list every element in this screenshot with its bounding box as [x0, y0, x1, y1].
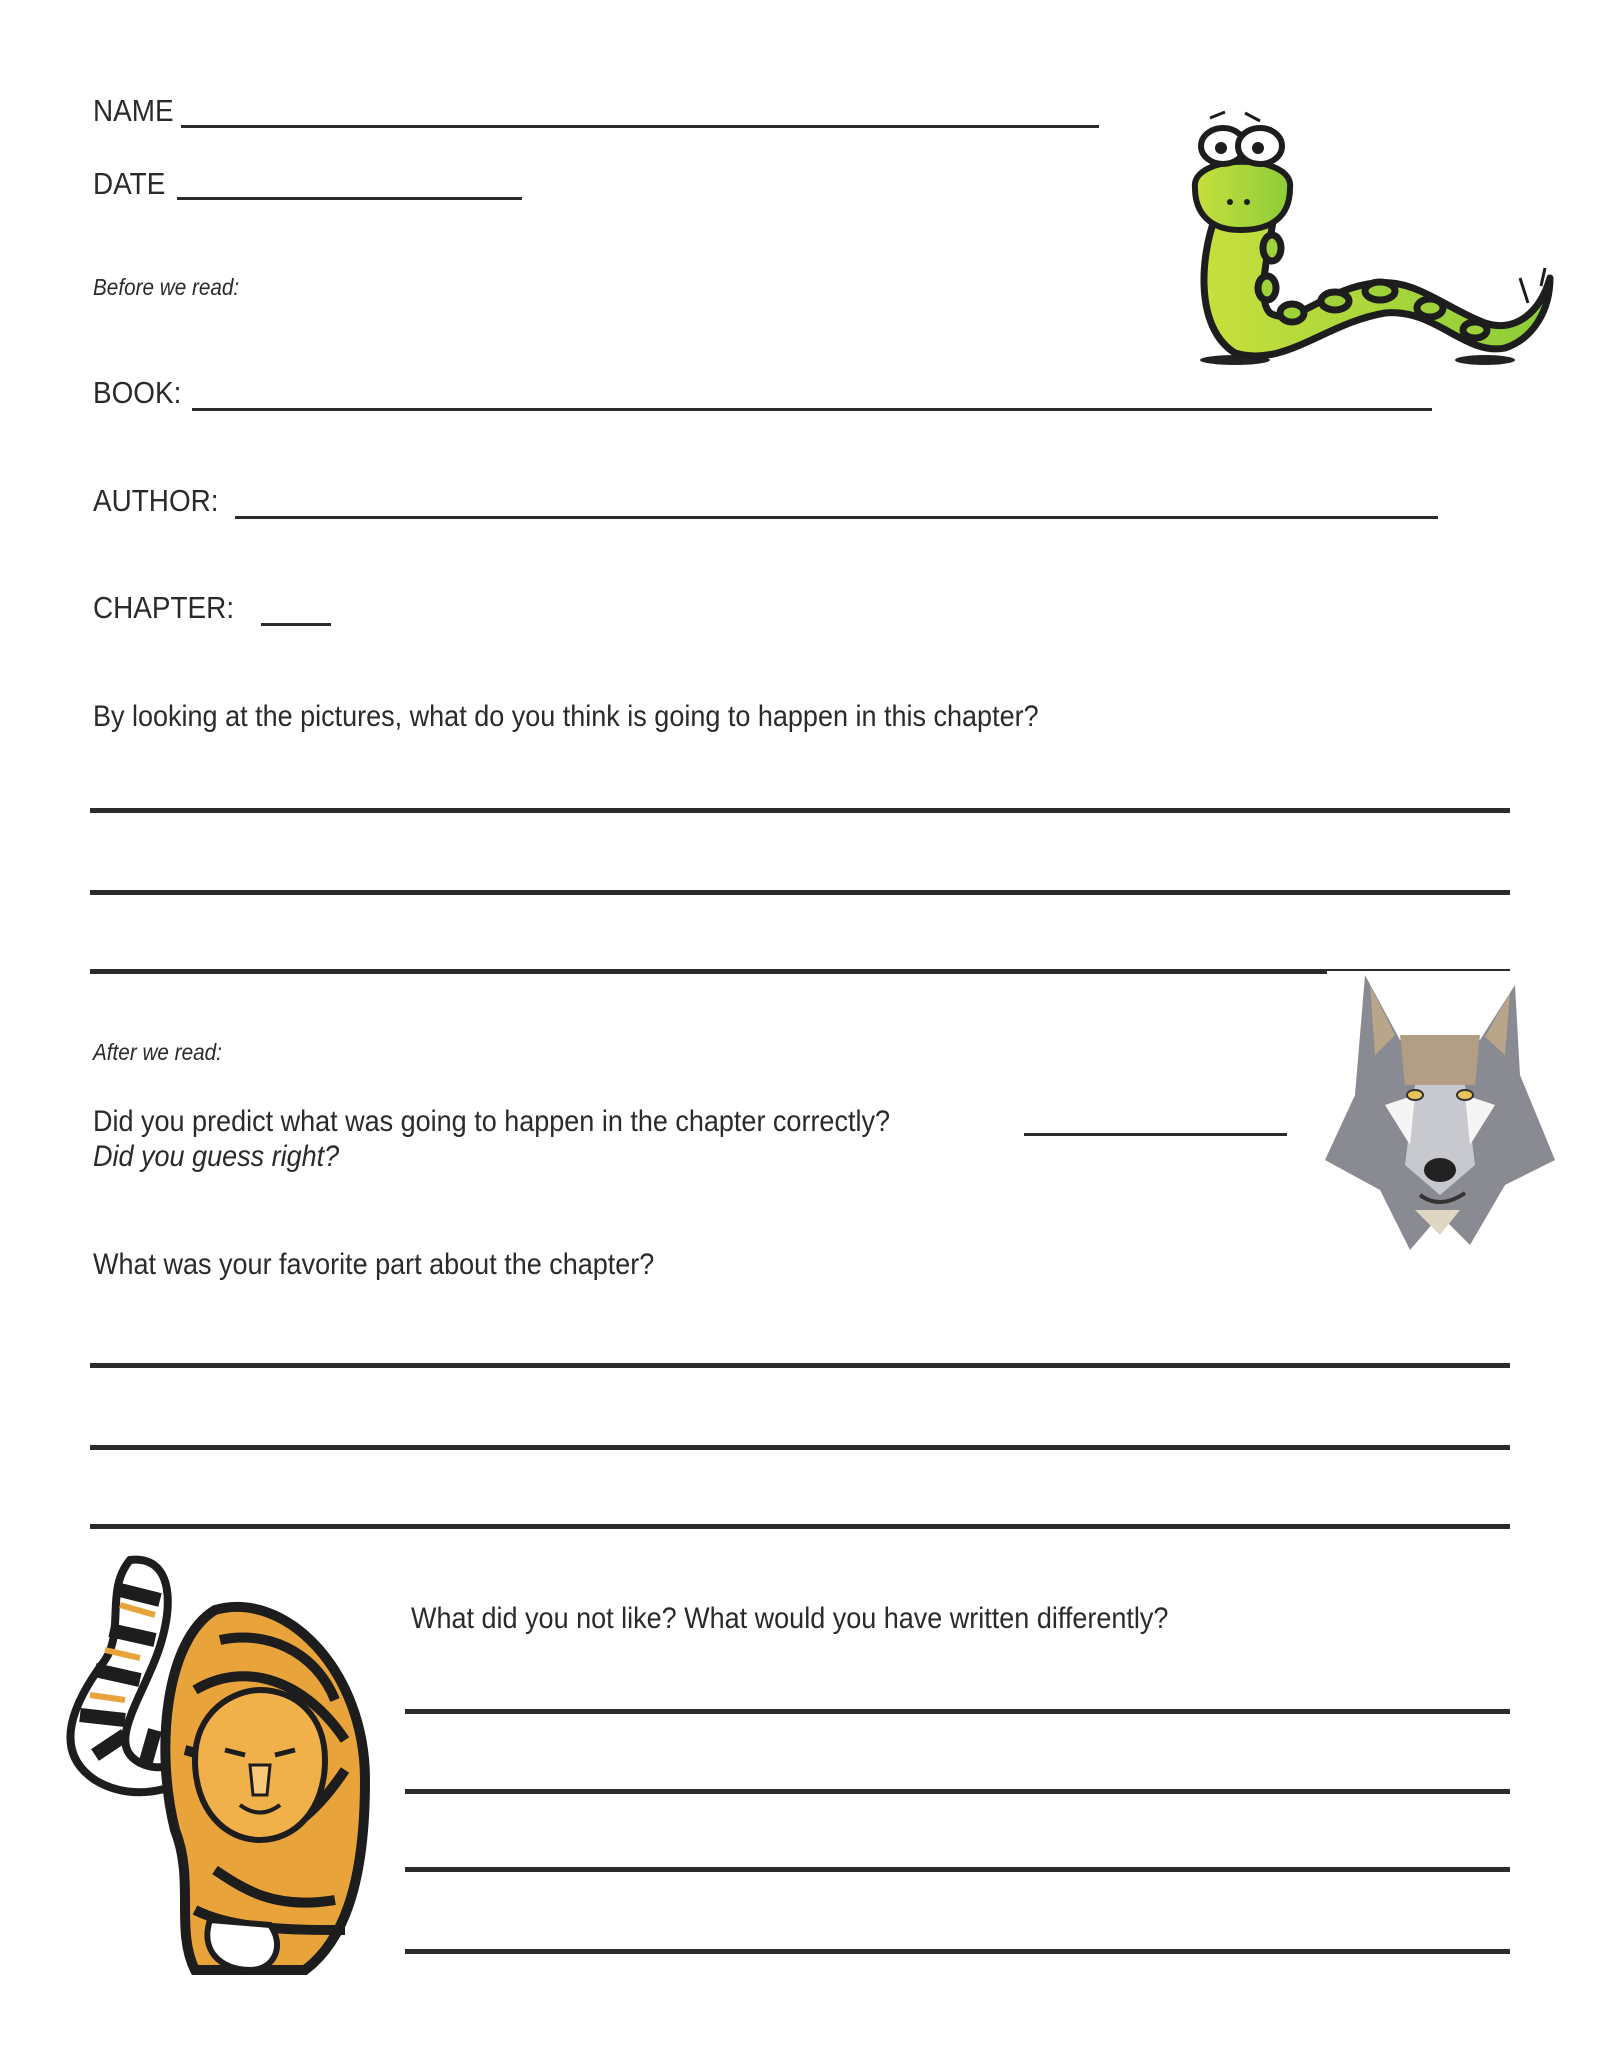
author-blank[interactable]: [235, 516, 1438, 519]
date-blank[interactable]: [177, 197, 522, 200]
chapter-label: CHAPTER:: [93, 590, 235, 625]
snake-icon: [1175, 98, 1565, 368]
prediction-answer-line-2[interactable]: [90, 890, 1510, 895]
author-label: AUTHOR:: [93, 483, 219, 518]
prediction-answer-line-1[interactable]: [90, 808, 1510, 813]
name-blank[interactable]: [181, 125, 1099, 128]
name-label: NAME: [93, 93, 174, 128]
after-heading: After we read:: [93, 1039, 222, 1065]
predict-subquestion: Did you guess right?: [93, 1140, 340, 1173]
dislike-answer-line-1[interactable]: [405, 1709, 1510, 1714]
before-heading: Before we read:: [93, 274, 240, 300]
date-label: DATE: [93, 166, 166, 201]
predict-question: Did you predict what was going to happen in the chapter correctly?: [93, 1105, 890, 1138]
tiger-icon: [45, 1550, 395, 1980]
predict-answer-blank[interactable]: [1024, 1133, 1287, 1136]
dislike-answer-line-3[interactable]: [405, 1867, 1510, 1872]
dislike-question: What did you not like? What would you have written differently?: [411, 1602, 1169, 1635]
favorite-question: What was your favorite part about the chapter?: [93, 1248, 655, 1281]
book-blank[interactable]: [192, 408, 1432, 411]
favorite-answer-line-2[interactable]: [90, 1445, 1510, 1450]
dislike-answer-line-2[interactable]: [405, 1789, 1510, 1794]
chapter-blank[interactable]: [261, 623, 331, 626]
wolf-icon: [1325, 965, 1555, 1255]
prediction-question: By looking at the pictures, what do you think is going to happen in this chapter?: [93, 700, 1039, 733]
favorite-answer-line-1[interactable]: [90, 1363, 1510, 1368]
prediction-answer-line-3[interactable]: [90, 969, 1327, 974]
book-label: BOOK:: [93, 375, 182, 410]
favorite-answer-line-3[interactable]: [90, 1524, 1510, 1529]
dislike-answer-line-4[interactable]: [405, 1949, 1510, 1954]
